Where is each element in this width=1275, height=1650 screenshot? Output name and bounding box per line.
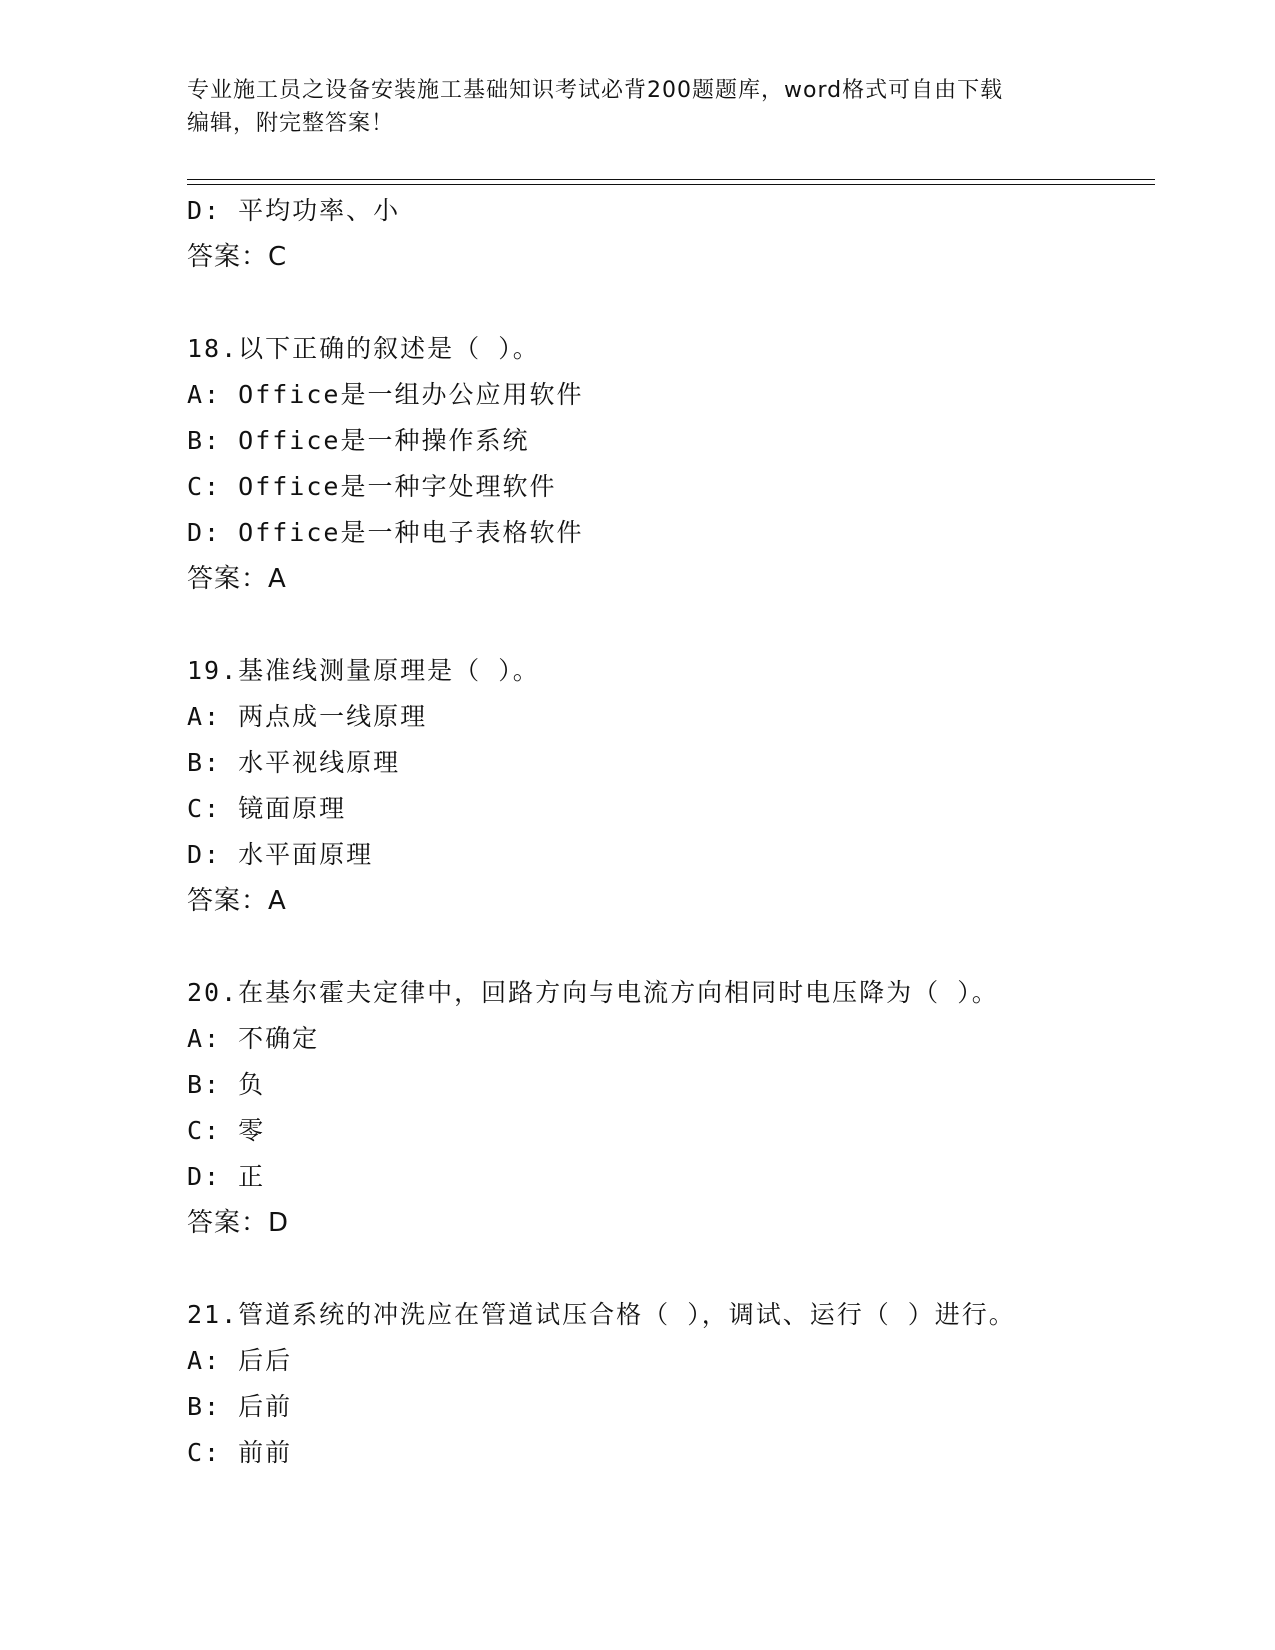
question-18: [187, 326, 1147, 602]
spacer: [187, 924, 1147, 970]
option-b: B: 负: [187, 1070, 266, 1099]
answer-line: 答案：D: [187, 1208, 290, 1238]
question-stem: 18.以下正确的叙述是（ ）。: [187, 334, 540, 363]
answer-line: 答案：A: [187, 886, 287, 916]
header-line-1: 专业施工员之设备安装施工基础知识考试必背200题题库，word格式可自由下载: [187, 78, 1004, 103]
option-d: D: 正: [187, 1162, 266, 1191]
spacer: [187, 280, 1147, 326]
spacer: [187, 1246, 1147, 1292]
option-c: C: 镜面原理: [187, 794, 347, 823]
question-17-fragment: [187, 188, 1147, 280]
header-line-2: 编辑，附完整答案！: [187, 111, 395, 136]
question-stem: 21.管道系统的冲洗应在管道试压合格（ ），调试、运行（ ）进行。: [187, 1300, 1016, 1329]
option-d: D: 平均功率、小: [187, 196, 401, 225]
option-d: D: 水平面原理: [187, 840, 374, 869]
answer-line: 答案：C: [187, 242, 288, 272]
option-b: B: Office是一种操作系统: [187, 426, 530, 455]
document-body: [187, 188, 1147, 1476]
spacer: [187, 602, 1147, 648]
option-d: D: Office是一种电子表格软件: [187, 518, 584, 547]
option-a: A: 两点成一线原理: [187, 702, 428, 731]
option-c: C: 前前: [187, 1438, 293, 1467]
header-divider-bottom: [187, 184, 1155, 185]
option-b: B: 水平视线原理: [187, 748, 401, 777]
question-21: [187, 1292, 1147, 1476]
question-20: [187, 970, 1147, 1246]
option-c: C: Office是一种字处理软件: [187, 472, 557, 501]
option-a: A: 不确定: [187, 1024, 320, 1053]
option-b: B: 后前: [187, 1392, 293, 1421]
option-a: A: Office是一组办公应用软件: [187, 380, 584, 409]
document-header: [187, 74, 1087, 140]
question-stem: 20.在基尔霍夫定律中，回路方向与电流方向相同时电压降为（ ）。: [187, 978, 999, 1007]
question-stem: 19.基准线测量原理是（ ）。: [187, 656, 540, 685]
question-19: [187, 648, 1147, 924]
option-c: C: 零: [187, 1116, 266, 1145]
option-a: A: 后后: [187, 1346, 293, 1375]
answer-line: 答案：A: [187, 564, 287, 594]
header-divider-top: [187, 179, 1155, 180]
